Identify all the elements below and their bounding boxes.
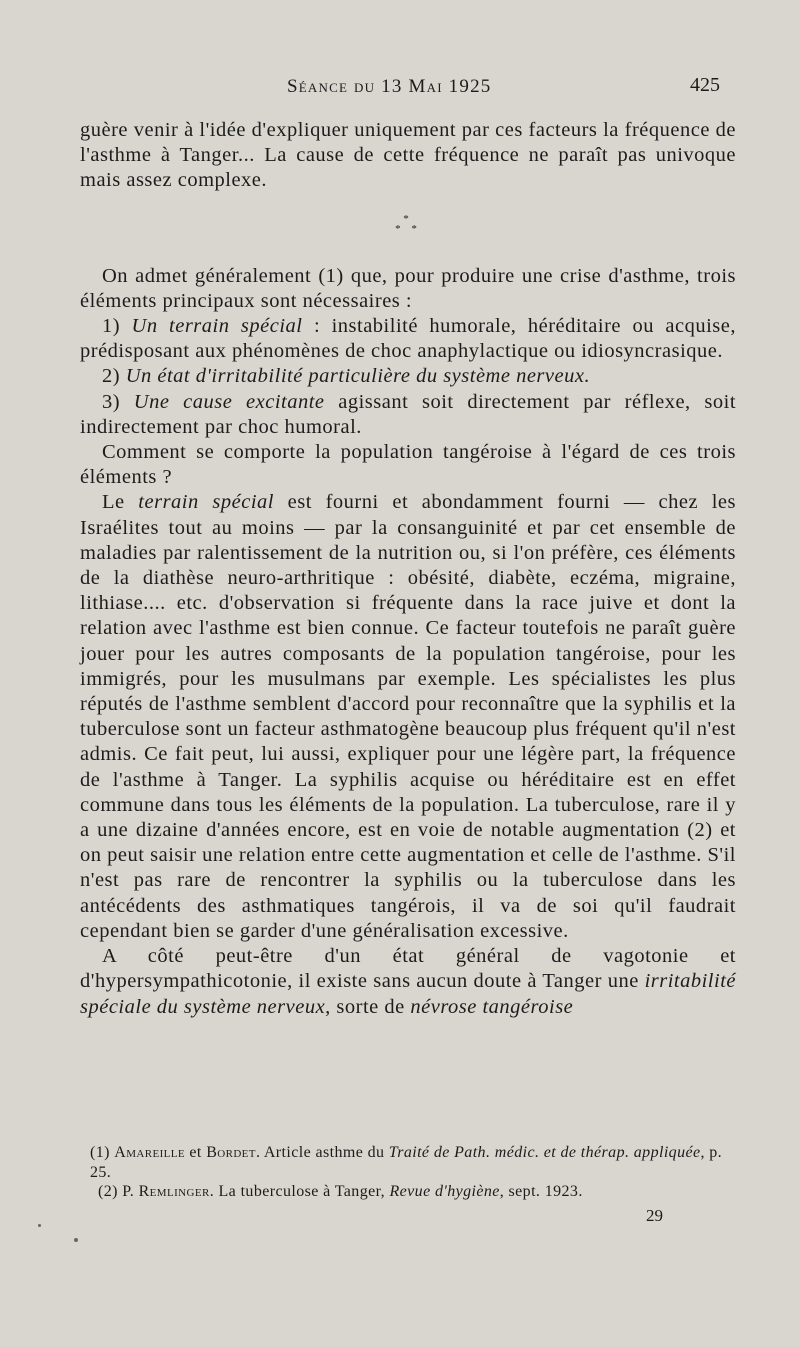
paragraph-terrain-emphasis: terrain spécial <box>138 491 274 514</box>
footnote-2-text: . La tuberculose à Tanger, <box>209 1183 390 1200</box>
list-item-2 <box>80 364 736 389</box>
list-item-1 <box>80 314 736 364</box>
asterism-bottom: * * <box>395 222 421 235</box>
paragraph-irritabilite <box>80 944 736 1020</box>
paragraph-question: Comment se comporte la population tangéroise à l'égard de ces trois éléments ? <box>80 441 736 489</box>
page-number: 425 <box>690 74 720 96</box>
footnote-1-author-2: Bordet <box>206 1144 256 1161</box>
footnote-2-end: , sept. 1923. <box>499 1183 583 1200</box>
footnote-1-end: , p. 25. <box>90 1144 723 1181</box>
paragraph-terrain-text: est fourni et abondamment fourni — chez les Israélites tout au moins — par la consanguinité et par cet ensemble de maladies par ralentissement de la nutrition ou, si l'on préfère, ces éléments de la diathèse neuro-arthritique : obésité, diabète, eczéma, migraine, lithiase.... etc. d'observation si fréquente dans la race juive et dont la relation avec l'asthme est bien connue. Ce facteur toutefois ne paraît guère jouer pour les autres composants de la population tangéroise, pour les immigrés, pour les musulmans par exemple. Les spécialistes les plus réputés de l'asthme semblent d'accord pour reconnaître que la syphilis et la tuberculose sont un facteur asthmatogène beaucoup plus fréquent qu'il n'est admis. Ce fait peut, lui aussi, expliquer pour une légère part, la fréquence de l'asthme à Tanger. La syphilis acquise ou héréditaire est en effet commune dans tous les éléments de la population. La tuberculose, rare il y a une dizaine d'années encore, est en voie de notable augmentation (2) et on peut saisir une relation entre cette augmentation et celle de l'asthme. S'il n'est pas rare de rencontrer la syphilis ou la tuberculose dans les antécédents des asthmatiques tangérois, il va de soi qu'il faudrait cependant bien se garder d'une généralisation excessive. <box>80 491 737 942</box>
footnote-2-number: (2) P. <box>98 1183 139 1200</box>
list-item-3 <box>80 390 736 440</box>
footnote-2-author: Remlinger <box>138 1183 210 1200</box>
body-text <box>80 118 736 1020</box>
list-item-3-number: 3) <box>102 390 121 413</box>
paragraph-irritabilite-emphasis-1: irritabilité spéciale du système nerveux <box>80 970 736 1018</box>
printer-signature-mark: 29 <box>646 1206 663 1225</box>
list-item-3-emphasis: Une cause excitante <box>133 390 325 413</box>
footnotes <box>90 1143 736 1202</box>
footnote-1-title: Traité de Path. médic. et de thérap. appliquée <box>388 1144 701 1161</box>
paragraph-terrain-start: Le <box>102 491 139 514</box>
paragraph-irritabilite-mid: , sorte de <box>325 995 411 1018</box>
list-item-1-emphasis: Un terrain spécial <box>131 315 303 338</box>
footnote-1 <box>90 1143 736 1182</box>
paragraph-continued: guère venir à l'idée d'expliquer uniquement par ces facteurs la fréquence de l'asthme à Tanger... La cause de cette fréquence ne paraît pas univoque mais assez complexe. <box>80 119 736 192</box>
paragraph-irritabilite-start: A côté peut-être d'un état général de vagotonie et d'hypersympathicotonie, il existe sans aucun doute à Tanger une <box>80 945 736 993</box>
footnote-1-author: Amareille <box>114 1144 186 1161</box>
footnote-2 <box>90 1182 736 1202</box>
paragraph-intro: On admet généralement (1) que, pour produire une crise d'asthme, trois éléments principaux sont nécessaires : <box>80 264 736 312</box>
paragraph-irritabilite-emphasis-2: névrose tangéroise <box>410 995 574 1018</box>
list-item-3-text: agissant soit directement par réflexe, soit indirectement par choc humoral. <box>80 390 737 438</box>
page-header <box>0 74 800 104</box>
list-item-2-emphasis: Un état d'irritabilité particulière du système nerveux. <box>125 365 591 388</box>
list-item-2-number: 2) <box>102 365 121 388</box>
list-item-1-number: 1) <box>102 315 121 338</box>
asterism-top: * <box>403 212 413 225</box>
list-item-1-text: : instabilité humorale, héréditaire ou acquise, prédisposant aux phénomènes de choc anaphylactique ou idiosyncrasique. <box>80 315 736 363</box>
running-head: Séance du 13 Mai 1925 <box>287 76 492 97</box>
footnote-1-text: . Article asthme du <box>255 1144 389 1161</box>
paper-speck <box>38 1224 41 1227</box>
paragraph-terrain <box>80 490 736 944</box>
section-break-asterism <box>80 214 736 234</box>
footnote-1-et: et <box>185 1144 207 1161</box>
footnote-2-journal: Revue d'hygiène <box>389 1183 500 1200</box>
paper-speck <box>74 1238 78 1242</box>
footnote-1-number: (1) <box>90 1144 115 1161</box>
